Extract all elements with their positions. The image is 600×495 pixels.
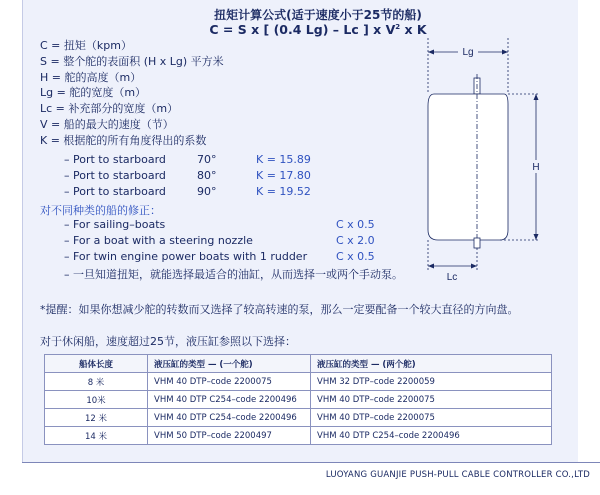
lc-label: Lc <box>446 272 458 283</box>
cell-twin-rudder: VHM 32 DTP–code 2200059 <box>311 373 552 391</box>
port-row-label: – Port to starboard <box>64 185 166 198</box>
lg-label: Lg <box>462 47 474 58</box>
cell-hull-length: 14 米 <box>45 427 148 445</box>
port-row-angle: 90° <box>197 185 217 198</box>
correction-label: – For sailing–boats <box>64 218 166 231</box>
cell-single-rudder: VHM 40 DTP C254–code 2200496 <box>148 391 311 409</box>
table-row <box>45 373 552 391</box>
cell-single-rudder: VHM 50 DTP–code 2200497 <box>148 427 311 445</box>
correction-label: – For a boat with a steering nozzle <box>64 234 253 247</box>
def-h: H = 舵的高度（m） <box>40 70 142 84</box>
port-row-angle: 70° <box>197 153 217 166</box>
lg-arrow-left <box>428 50 434 55</box>
def-lg: Lg = 舵的宽度（m） <box>40 86 147 100</box>
def-k: K = 根据舵的所有角度得出的系数 <box>40 133 207 147</box>
def-s: S = 整个舵的表面积 (H x Lg) 平方米 <box>40 54 224 68</box>
cell-hull-length: 10米 <box>45 391 148 409</box>
cell-hull-length: 12 米 <box>45 409 148 427</box>
lc-arrow-right <box>471 264 477 269</box>
port-row-angle: 80° <box>197 169 217 182</box>
selection-note: – 一旦知道扭矩，就能选择最适合的油缸，从而选择一或两个手动泵。 <box>64 268 403 281</box>
cell-twin-rudder: VHM 40 DTP–code 2200075 <box>311 391 552 409</box>
table-row <box>45 409 552 427</box>
h-arrow-bottom <box>534 234 539 240</box>
cell-single-rudder: VHM 40 DTP C254–code 2200496 <box>148 409 311 427</box>
def-c: C = 扭矩（kpm） <box>40 39 132 52</box>
formula-main: C = S x [ (0.4 Lg) – Lc ] x V <box>209 22 396 37</box>
rudder-diagram <box>412 34 562 284</box>
correction-heading: 对不同种类的船的修正： <box>40 204 161 217</box>
correction-value: C x 0.5 <box>336 250 375 263</box>
port-row-k: K = 15.89 <box>256 153 311 166</box>
lg-arrow-right <box>502 50 508 55</box>
def-lc: Lc = 补充部分的宽度（m） <box>40 102 179 116</box>
rudder-blade <box>428 94 508 240</box>
table-row <box>45 427 552 445</box>
footer-rule <box>22 462 600 463</box>
lc-arrow-left <box>428 264 434 269</box>
header-twin-rudder: 液压缸的类型 — (两个舵) <box>311 355 552 373</box>
port-row-label: – Port to starboard <box>64 169 166 182</box>
port-row-label: – Port to starboard <box>64 153 166 166</box>
cell-hull-length: 8 米 <box>45 373 148 391</box>
h-arrow-top <box>534 94 539 100</box>
formula-exponent: 2 <box>395 22 401 31</box>
correction-value: C x 0.5 <box>336 218 375 231</box>
header-hull-length: 船体长度 <box>45 355 148 373</box>
formula-tail: x K <box>400 22 427 37</box>
port-row-k: K = 17.80 <box>256 169 311 182</box>
rudder-shaft-bottom <box>474 238 480 248</box>
table-row <box>45 391 552 409</box>
left-border-line <box>22 0 23 462</box>
tip-note: *提醒：如果你想减少舵的转数而又选择了较高转速的泵，那么一定要配备一个较大直径的方向盘。 <box>40 303 519 316</box>
leisure-boat-heading: 对于休闲船，速度超过25节，液压缸参照以下选择： <box>40 335 296 348</box>
cylinder-selection-table <box>44 354 552 445</box>
cell-twin-rudder: VHM 40 DTP C254–code 2200496 <box>311 427 552 445</box>
page-title: 扭矩计算公式(适于速度小于25节的船) <box>214 8 422 22</box>
h-label: H <box>532 162 540 173</box>
company-footer: LUOYANG GUANJIE PUSH-PULL CABLE CONTROLLER CO.,LTD <box>325 470 590 480</box>
variable-definitions <box>40 38 224 149</box>
port-row-k: K = 19.52 <box>256 185 311 198</box>
def-v: V = 船的最大的速度（节） <box>40 117 174 131</box>
header-single-rudder: 液压缸的类型 — (一个舵) <box>148 355 311 373</box>
correction-label: – For twin engine power boats with 1 rudder <box>64 250 308 263</box>
correction-value: C x 2.0 <box>336 234 375 247</box>
table-header-row <box>45 355 552 373</box>
cell-single-rudder: VHM 40 DTP–code 2200075 <box>148 373 311 391</box>
cell-twin-rudder: VHM 40 DTP–code 2200075 <box>311 409 552 427</box>
